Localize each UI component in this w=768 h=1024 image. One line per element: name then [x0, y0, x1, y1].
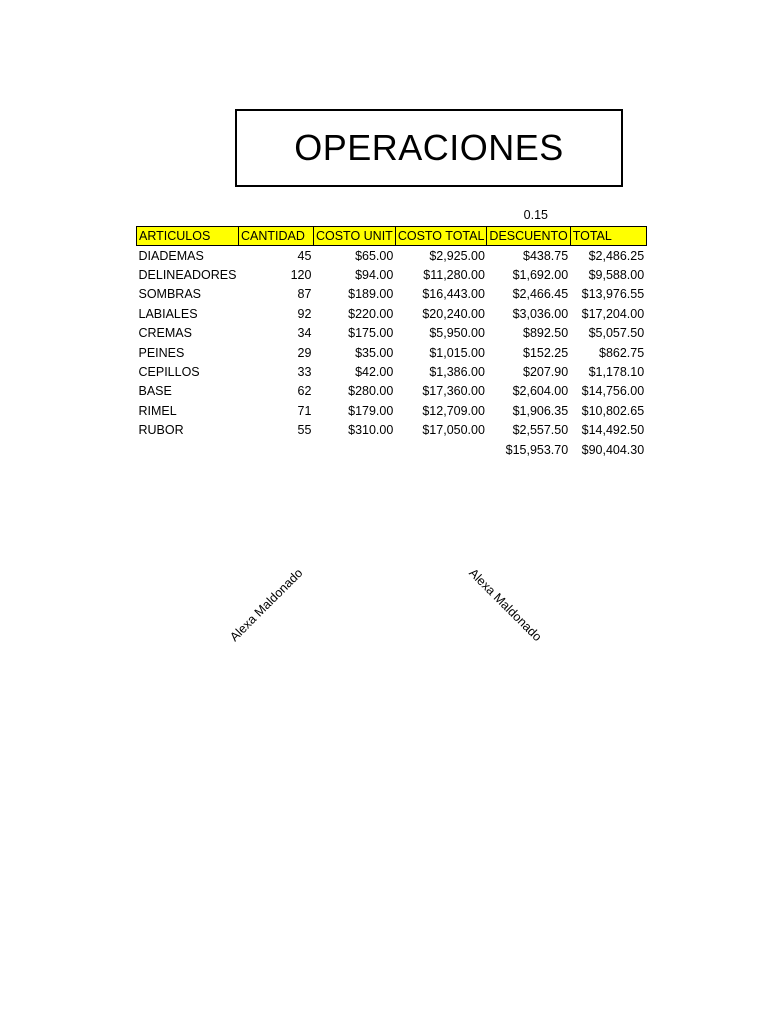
cell-costo-unit[interactable]: $42.00: [355, 365, 394, 380]
cell-cantidad[interactable]: 62: [297, 384, 312, 399]
cell-articulo[interactable]: RIMEL: [138, 403, 177, 418]
table-row: [137, 246, 647, 266]
cell-costo-total[interactable]: $20,240.00: [422, 306, 485, 321]
table-row: [137, 343, 647, 362]
cell-articulo[interactable]: CEPILLOS: [138, 365, 200, 380]
header-cantidad[interactable]: CANTIDAD: [238, 227, 313, 246]
empty-cell[interactable]: [137, 440, 239, 459]
cell-cantidad[interactable]: 92: [297, 306, 312, 321]
cell-costo-unit[interactable]: $175.00: [348, 326, 394, 341]
cell-costo-total[interactable]: $5,950.00: [429, 326, 485, 341]
cell-costo-unit[interactable]: $189.00: [348, 287, 394, 302]
empty-cell[interactable]: [238, 440, 313, 459]
cell-costo-total[interactable]: $2,925.00: [429, 248, 485, 263]
cell-total[interactable]: $1,178.10: [588, 365, 645, 380]
cell-descuento[interactable]: $3,036.00: [512, 306, 569, 321]
cell-descuento[interactable]: $2,604.00: [512, 384, 569, 399]
cell-cantidad[interactable]: 29: [297, 345, 312, 360]
cell-descuento[interactable]: $1,906.35: [512, 403, 569, 418]
cell-costo-total[interactable]: $17,050.00: [422, 423, 485, 438]
cell-costo-unit[interactable]: $94.00: [355, 268, 394, 283]
cell-costo-total[interactable]: $11,280.00: [423, 268, 485, 283]
cell-articulo[interactable]: BASE: [138, 384, 172, 399]
grand-total-cell[interactable]: $90,404.30: [581, 442, 645, 457]
table-row: [137, 421, 647, 440]
cell-cantidad[interactable]: 45: [297, 248, 312, 263]
cell-total[interactable]: $5,057.50: [588, 326, 645, 341]
cell-articulo[interactable]: DIADEMAS: [138, 248, 204, 263]
cell-descuento[interactable]: $2,466.45: [512, 287, 569, 302]
cell-costo-total[interactable]: $16,443.00: [422, 287, 485, 302]
cell-costo-total[interactable]: $1,015.00: [429, 345, 485, 360]
cell-cantidad[interactable]: 71: [297, 403, 312, 418]
cell-costo-unit[interactable]: $220.00: [348, 306, 394, 321]
cell-costo-unit[interactable]: $280.00: [348, 384, 394, 399]
cell-costo-unit[interactable]: $65.00: [355, 248, 394, 263]
cell-total[interactable]: $14,492.50: [581, 423, 645, 438]
table-row: [137, 285, 647, 304]
empty-cell[interactable]: [395, 440, 487, 459]
cell-articulo[interactable]: CREMAS: [138, 326, 192, 341]
cell-descuento[interactable]: $1,692.00: [512, 268, 569, 283]
header-costo-unit[interactable]: COSTO UNIT: [313, 227, 395, 246]
cell-costo-total[interactable]: $17,360.00: [422, 384, 485, 399]
header-costo-total[interactable]: COSTO TOTAL: [395, 227, 487, 246]
table-row: [137, 382, 647, 401]
cell-descuento[interactable]: $892.50: [523, 326, 569, 341]
discount-rate-cell[interactable]: 0.15: [523, 208, 548, 222]
cell-total[interactable]: $2,486.25: [588, 248, 645, 263]
cell-total[interactable]: $17,204.00: [581, 306, 645, 321]
cell-cantidad[interactable]: 34: [297, 326, 312, 341]
cell-costo-unit[interactable]: $179.00: [348, 403, 394, 418]
cell-costo-unit[interactable]: $310.00: [348, 423, 394, 438]
table-row: [137, 304, 647, 323]
cell-costo-total[interactable]: $12,709.00: [422, 403, 485, 418]
signature-left: Alexa Maldonado: [227, 565, 306, 645]
cell-descuento[interactable]: $152.25: [523, 345, 569, 360]
operations-table: [136, 226, 647, 459]
cell-costo-unit[interactable]: $35.00: [355, 345, 394, 360]
cell-cantidad[interactable]: 120: [290, 268, 312, 283]
signature-right: Alexa Maldonado: [466, 565, 545, 645]
empty-cell[interactable]: [313, 440, 395, 459]
cell-descuento[interactable]: $438.75: [523, 248, 569, 263]
header-descuento[interactable]: DESCUENTO: [487, 227, 570, 246]
total-descuento-cell[interactable]: $15,953.70: [505, 442, 569, 457]
cell-descuento[interactable]: $2,557.50: [512, 423, 569, 438]
table-row: [137, 265, 647, 284]
cell-cantidad[interactable]: 87: [297, 287, 312, 302]
cell-total[interactable]: $14,756.00: [581, 384, 645, 399]
table-row: [137, 362, 647, 381]
cell-total[interactable]: $862.75: [599, 345, 645, 360]
totals-row: [137, 440, 647, 459]
cell-cantidad[interactable]: 55: [297, 423, 312, 438]
cell-total[interactable]: $9,588.00: [588, 268, 645, 283]
cell-articulo[interactable]: SOMBRAS: [138, 287, 202, 302]
header-total[interactable]: TOTAL: [570, 227, 646, 246]
cell-articulo[interactable]: LABIALES: [138, 306, 198, 321]
cell-articulo[interactable]: PEINES: [138, 345, 185, 360]
cell-descuento[interactable]: $207.90: [523, 365, 569, 380]
header-row: [137, 227, 647, 246]
cell-articulo[interactable]: RUBOR: [138, 423, 184, 438]
cell-total[interactable]: $10,802.65: [581, 403, 645, 418]
cell-costo-total[interactable]: $1,386.00: [429, 365, 485, 380]
page-title: OPERACIONES: [235, 109, 623, 187]
table-row: [137, 324, 647, 343]
cell-articulo[interactable]: DELINEADORES: [138, 268, 237, 283]
table-row: [137, 401, 647, 420]
header-articulos[interactable]: ARTICULOS: [137, 227, 239, 246]
cell-total[interactable]: $13,976.55: [581, 287, 645, 302]
cell-cantidad[interactable]: 33: [297, 365, 312, 380]
